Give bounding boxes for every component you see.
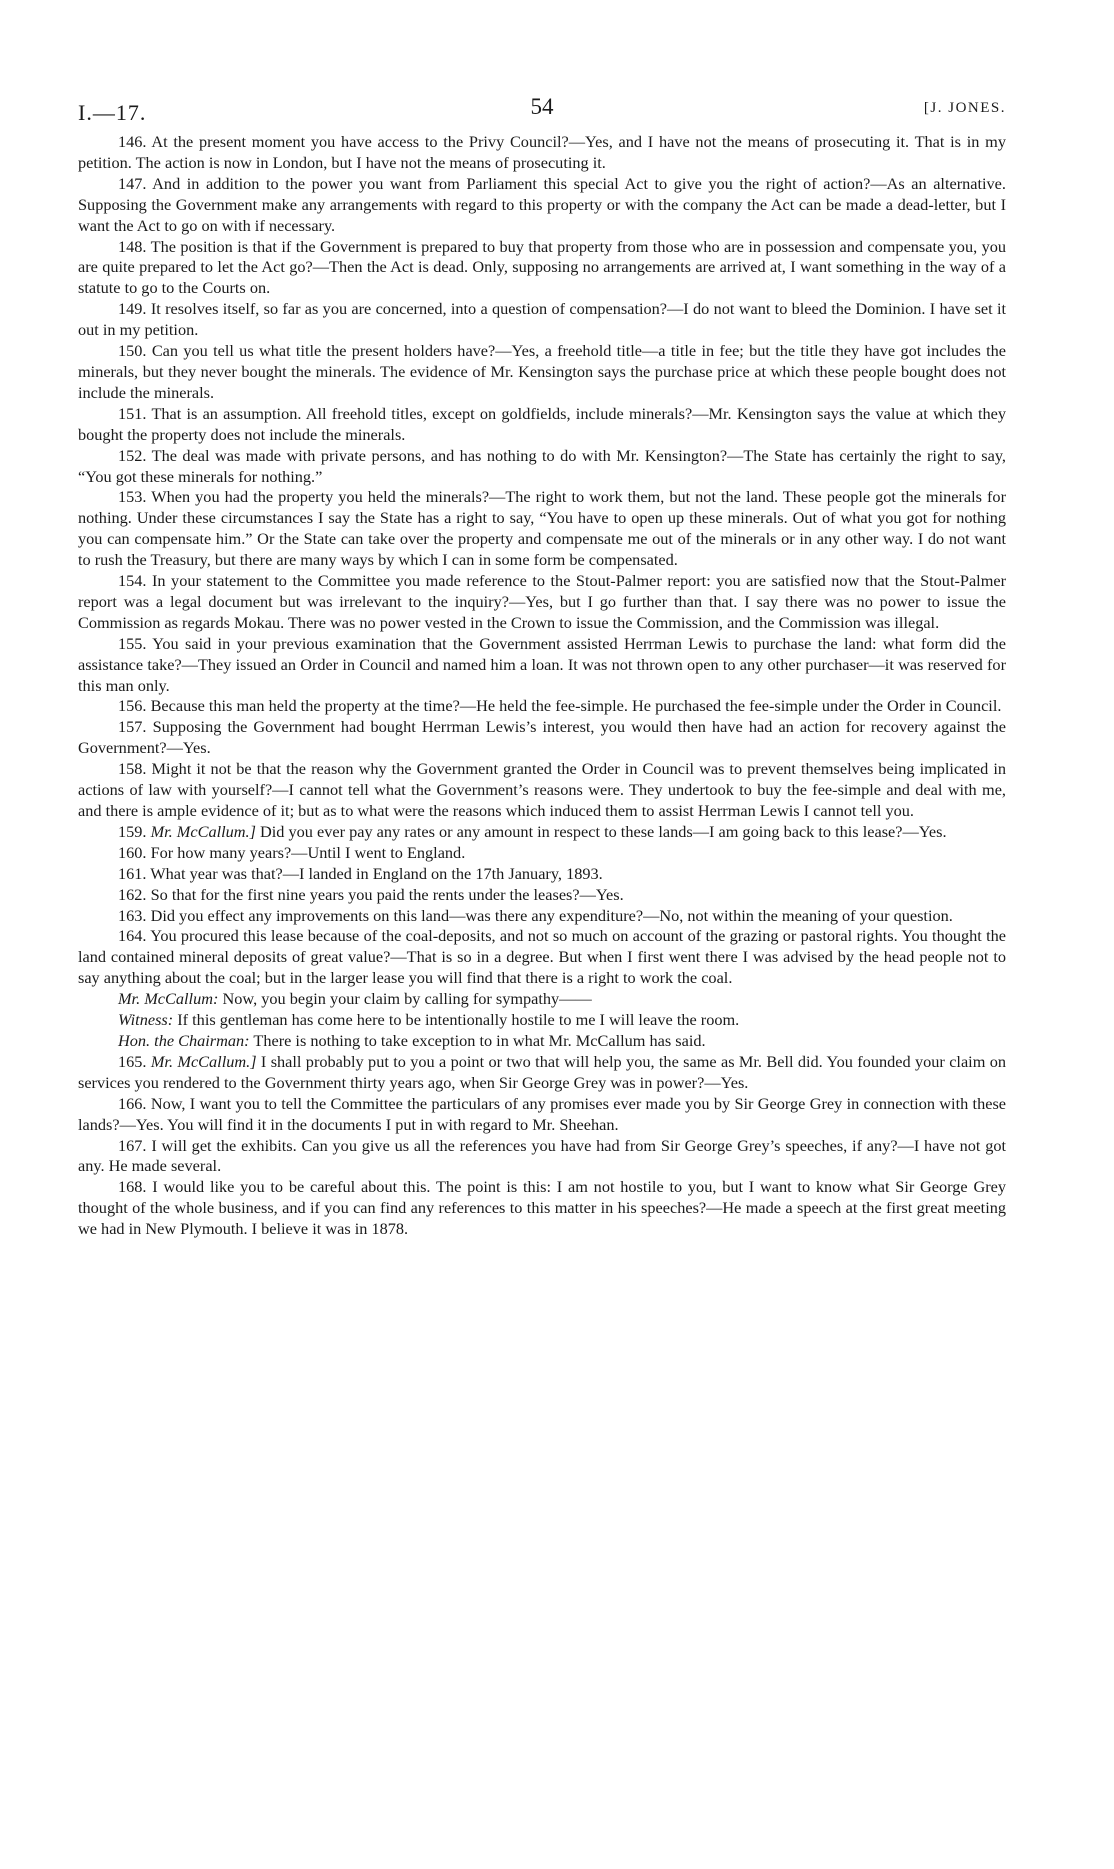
speaker-name: Mr. McCallum.] [150, 821, 256, 841]
question-paragraph [78, 1094, 1006, 1136]
paragraph-text: At the present moment you have access to the Privy Council?—Yes, and I have not the means of prosecuting it. That is in my petition. The action is now in London, but I have not the means of prosecuting it. [78, 132, 1006, 172]
question-number: 157. [118, 717, 153, 737]
question-paragraph [78, 885, 1006, 906]
question-paragraph [78, 299, 1006, 341]
paragraph-text: So that for the first nine years you paid the rents under the leases?—Yes. [150, 884, 624, 904]
question-number: 147. [118, 173, 153, 193]
paragraph-text: What year was that?—I landed in England on the 17th January, 1893. [150, 863, 603, 883]
question-paragraph [78, 132, 1006, 174]
paragraph-text: There is nothing to take exception to in what Mr. McCallum has said. [253, 1030, 706, 1050]
question-paragraph [78, 1010, 1006, 1031]
paragraph-text: I would like you to be careful about this. The point is this: I am not hostile to you, but I want to know what Sir George Grey thought of the whole business, and if you can find any references to this matter in his speeches?—He made a speech at the first great meeting we had in New Plymouth. I believe it was in 1878. [78, 1177, 1006, 1239]
question-number: 162. [118, 884, 151, 904]
question-number: 151. [118, 403, 152, 423]
question-paragraph [78, 341, 1006, 404]
question-number: 161. [118, 863, 151, 883]
paragraph-text: Did you ever pay any rates or any amount in respect to these lands—I am going back to this lease?—Yes. [260, 821, 947, 841]
question-paragraph [78, 696, 1006, 717]
paragraph-text: It resolves itself, so far as you are concerned, into a question of compensation?—I do not want to bleed the Dominion. I have set it out in my petition. [78, 299, 1007, 340]
question-number: 153. [118, 487, 152, 507]
paragraph-text: You said in your previous examination that the Government assisted Herrman Lewis to purchase the land: what form did the assistance take?—They issued an Order in Council and named him a loan. It was not thrown open to any other purchaser—it was reserved for this man only. [78, 633, 1006, 695]
paragraph-text: I will get the exhibits. Can you give us all the references you have had from Sir George Grey’s speeches, if any?—I have not got any. He made several. [78, 1135, 1007, 1176]
page-header [78, 92, 1006, 132]
question-number: 163. [118, 905, 151, 925]
paragraph-text: If this gentleman has come here to be intentionally hostile to me I will leave the room. [177, 1010, 740, 1030]
question-number: 166. [118, 1093, 151, 1113]
question-paragraph [78, 759, 1006, 822]
paragraph-text: And in addition to the power you want from Parliament this special Act to give you the right of action?—As an alternative. Supposing the Government make any arrangements with regard to this property or with the company the Act can be made a dead-letter, but I want the Act to go on with if necessary. [78, 173, 1006, 235]
question-number: 158. [118, 759, 152, 779]
question-number: 160. [118, 842, 151, 862]
question-paragraph [78, 822, 1006, 843]
paragraph-text: For how many years?—Until I went to England. [150, 842, 466, 862]
question-number: 165. [118, 1051, 151, 1071]
document-body [78, 132, 1006, 1240]
document-page [78, 92, 1006, 1240]
question-paragraph [78, 864, 1006, 885]
paper-reference: I.—17. [78, 100, 147, 125]
question-number: 164. [118, 926, 151, 946]
question-number: 155. [118, 633, 153, 653]
paragraph-text: The deal was made with private persons, and has nothing to do with Mr. Kensington?—The State has certainly the right to say, “You got these minerals for nothing.” [78, 445, 1006, 486]
question-number: 154. [118, 571, 152, 591]
question-paragraph [78, 717, 1006, 759]
question-number: 152. [118, 445, 152, 465]
question-paragraph [78, 906, 1006, 927]
question-paragraph [78, 634, 1006, 697]
paragraph-text: Can you tell us what title the present holders have?—Yes, a freehold title—a title in fee; but the title they have got includes the minerals, but they never bought the minerals. The evidence of Mr. Kensington says the purchase price at which these people bought does not include the minerals. [78, 341, 1007, 402]
question-paragraph [78, 1136, 1006, 1178]
question-paragraph [78, 174, 1006, 237]
question-number: 159. [118, 821, 151, 841]
question-number: 167. [118, 1135, 152, 1155]
speaker-name: Witness: [118, 1010, 174, 1030]
paragraph-text: Now, you begin your claim by calling for sympathy—— [222, 989, 592, 1009]
question-paragraph [78, 571, 1006, 634]
speaker-name: Hon. the Chairman: [118, 1030, 250, 1050]
question-number: 146. [118, 132, 152, 151]
paragraph-text: In your statement to the Committee you made reference to the Stout-Palmer report: you are satisfied now that the Stout-Palmer report was a legal document but was irrelevant to the inquiry?—Yes, but I go further than that. I say there was no power to issue the Commission as regards Mokau. There was no power vested in the Crown to issue the Commission, and the Commission was illegal. [78, 571, 1007, 632]
paragraph-text: You procured this lease because of the coal-deposits, and not so much on account of the grazing or pastoral rights. You thought the land contained mineral deposits of great value?—That is so in a degree. But when I first went there I was advised by the head people not to say anything about the coal; but in the larger lease you will find that there is a right to work the coal. [78, 926, 1006, 988]
question-paragraph [78, 843, 1006, 864]
question-number: 149. [118, 299, 151, 319]
question-paragraph [78, 1031, 1006, 1052]
question-number: 148. [118, 236, 151, 256]
question-number: 168. [118, 1177, 153, 1197]
question-paragraph [78, 989, 1006, 1010]
paragraph-text: The position is that if the Government is prepared to buy that property from those who are in possession and compensate you, you are quite prepared to let the Act go?—Then the Act is dead. Only, supposing no arrangements are arrived at, I want something in the way of a statute to go to the Courts on. [78, 236, 1006, 298]
paragraph-text: When you had the property you held the minerals?—The right to work them, but not the land. These people got the minerals for nothing. Under these circumstances I say the State has a right to say, “You have to open up these minerals. Out of what you got for nothing you can compensate him.” Or the State can take over the property and compensate me out of the minerals or in any other way. I do not want to rush the Treasury, but there are many ways by which I can in some form be compensated. [78, 487, 1006, 570]
question-paragraph [78, 446, 1006, 488]
question-paragraph [78, 487, 1006, 571]
speaker-name: Mr. McCallum.] [150, 1051, 257, 1071]
page-number: 54 [530, 94, 554, 119]
speaker-name: Mr. McCallum: [118, 989, 219, 1009]
question-number: 156. [118, 696, 151, 716]
paragraph-text: Did you effect any improvements on this land—was there any expenditure?—No, not within the meaning of your question. [150, 905, 953, 925]
question-number: 150. [118, 341, 152, 361]
witness-name: [J. JONES. [923, 100, 1006, 116]
paragraph-text: Because this man held the property at the time?—He held the fee-simple. He purchased the fee-simple under the Order in Council. [150, 696, 1002, 716]
paragraph-text: That is an assumption. All freehold titles, except on goldfields, include minerals?—Mr. Kensington says the value at which they bought the property does not include the minerals. [78, 403, 1006, 444]
paragraph-text: Might it not be that the reason why the Government granted the Order in Council was to prevent themselves being implicated in actions of law with yourself?—I cannot tell what the Government’s reasons were. They undertook to buy the fee-simple and deal with me, and there is ample evidence of it; but as to what were the reasons which induced them to assist Herrman Lewis I cannot tell you. [78, 759, 1006, 820]
question-paragraph [78, 1052, 1006, 1094]
paragraph-text: I shall probably put to you a point or two that will help you, the same as Mr. Bell did. You founded your claim on services you rendered to the Government thirty years ago, when Sir George Grey was in power?—Yes. [78, 1051, 1007, 1092]
question-paragraph [78, 404, 1006, 446]
question-paragraph [78, 237, 1006, 300]
question-paragraph [78, 926, 1006, 989]
paragraph-text: Supposing the Government had bought Herrman Lewis’s interest, you would then have had an action for recovery against the Government?—Yes. [78, 717, 1007, 758]
paragraph-text: Now, I want you to tell the Committee the particulars of any promises ever made you by Sir George Grey in connection with these lands?—Yes. You will find it in the documents I put in with regard to Mr. Sheehan. [78, 1093, 1007, 1134]
question-paragraph [78, 1177, 1006, 1240]
